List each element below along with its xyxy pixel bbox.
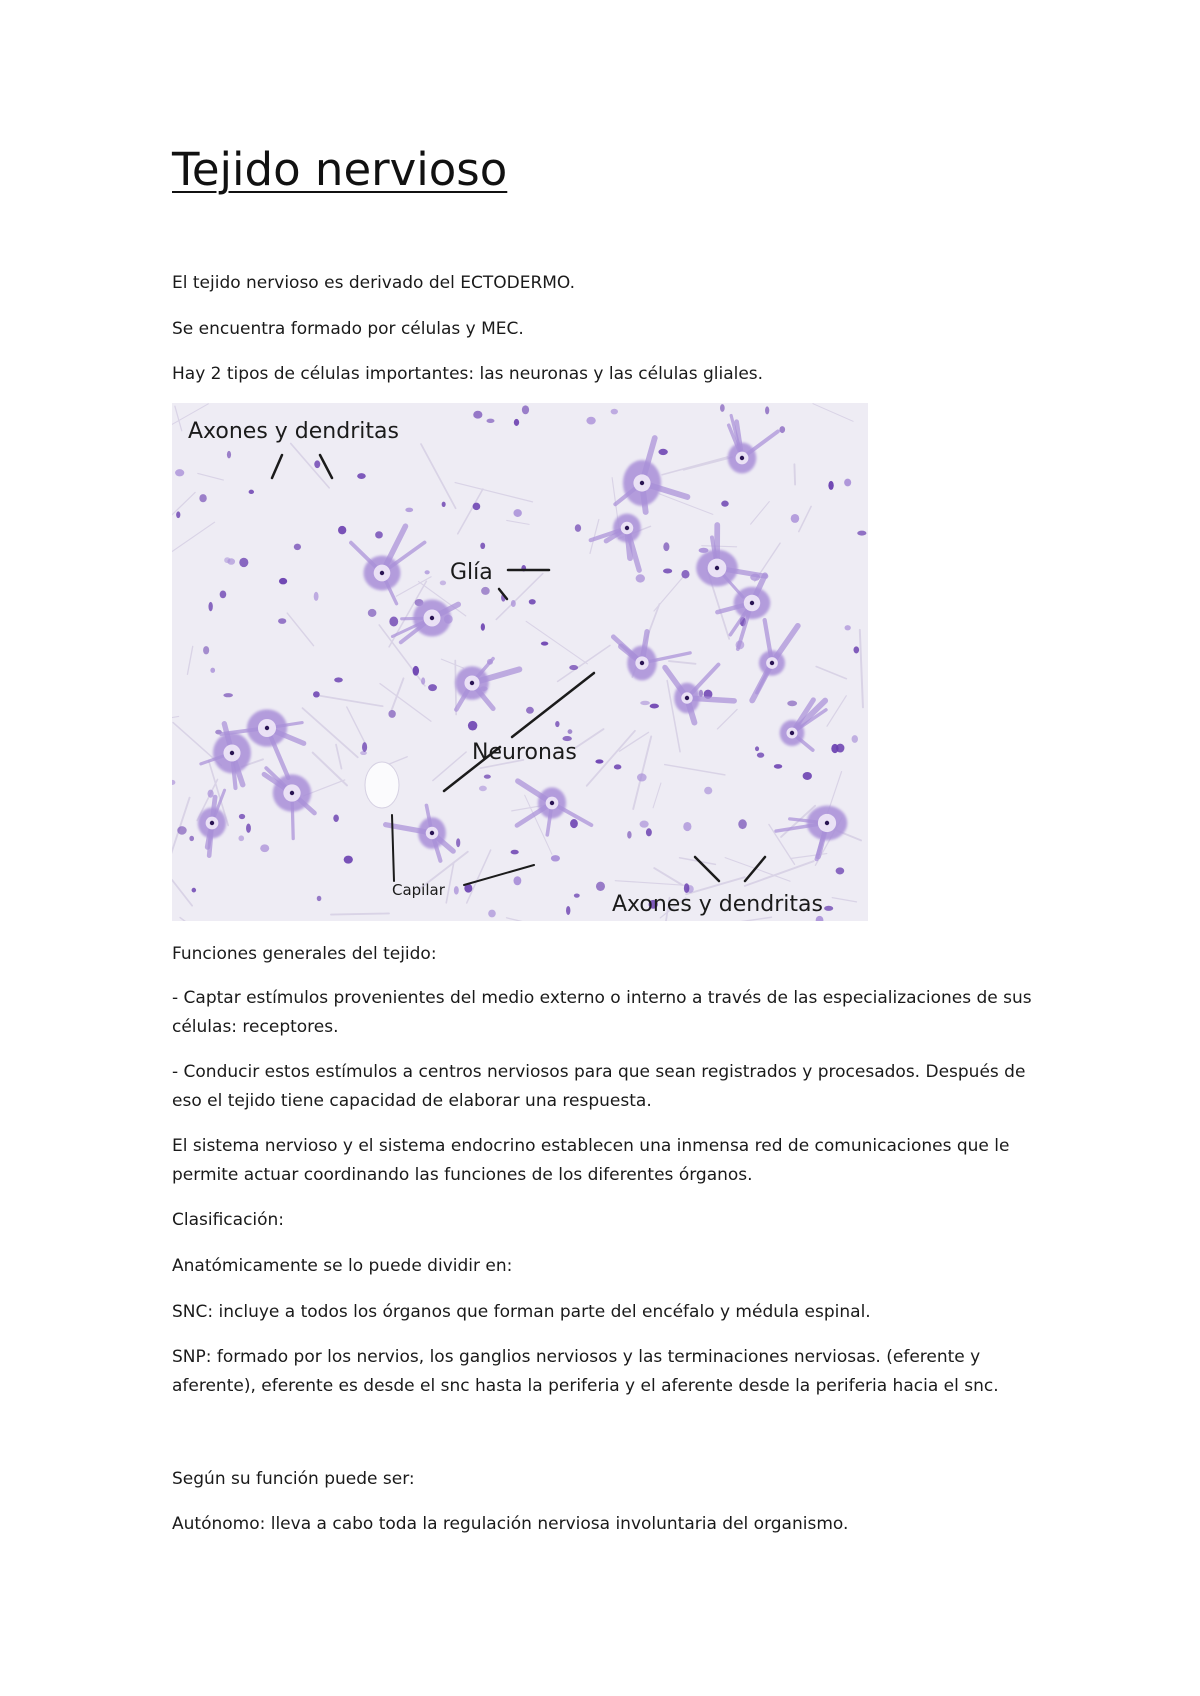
glial-nucleus [757, 752, 764, 757]
glial-nucleus [479, 786, 487, 792]
body-paragraph-funciones: Funciones generales del tejido: [172, 944, 437, 964]
glial-nucleus [192, 888, 197, 893]
neuron-nucleolus [230, 751, 234, 755]
glial-nucleus [791, 514, 800, 523]
figure-label-axones-top: Axones y dendritas [188, 419, 399, 444]
glial-nucleus [480, 543, 485, 549]
glial-nucleus [514, 419, 519, 426]
glial-nucleus [405, 508, 413, 513]
glial-nucleus [765, 406, 769, 414]
glial-nucleus [852, 735, 858, 743]
glial-nucleus [614, 764, 622, 769]
glial-nucleus [279, 578, 287, 585]
glial-nucleus [845, 625, 851, 630]
glial-nucleus [360, 751, 367, 755]
glial-nucleus [551, 855, 560, 861]
body-paragraph-snp: SNP: formado por los nervios, los ganglios nerviosos y las terminaciones nerviosas. (eferente y aferente), eferente es desde el snc hasta la periferia y el aferente desde la periferia hacia el snc. [172, 1347, 999, 1396]
glial-nucleus [857, 531, 866, 536]
glial-nucleus [824, 906, 833, 911]
glial-nucleus [568, 729, 573, 734]
glial-nucleus [362, 742, 367, 752]
neuron-nucleolus [430, 831, 434, 835]
glial-nucleus [413, 666, 420, 676]
intro-paragraph-2: Se encuentra formado por células y MEC. [172, 319, 524, 339]
neuron-nucleolus [625, 526, 629, 530]
glial-nucleus [388, 710, 395, 718]
neuron-nucleolus [750, 601, 754, 605]
glial-nucleus [575, 524, 581, 532]
glial-nucleus [249, 490, 254, 494]
glial-nucleus [428, 684, 437, 691]
glial-nucleus [344, 856, 353, 864]
glial-nucleus [755, 746, 759, 751]
glial-nucleus [787, 701, 797, 707]
glial-nucleus [853, 646, 859, 653]
glial-nucleus [481, 587, 490, 595]
glial-nucleus [522, 405, 529, 414]
glial-nucleus [566, 906, 570, 915]
glial-nucleus [555, 721, 559, 727]
glial-nucleus [774, 764, 782, 769]
glial-nucleus [442, 502, 446, 507]
fiber-strand [794, 464, 795, 484]
glial-nucleus [488, 910, 496, 918]
body-paragraph-captar: - Captar estímulos provenientes del medio externo o interno a través de las especializaciones de sus células: receptores. [172, 988, 1032, 1037]
glial-nucleus [227, 451, 231, 458]
glial-nucleus [177, 826, 186, 835]
glial-nucleus [224, 557, 230, 563]
glial-nucleus [481, 623, 485, 630]
figure-label-glia: Glía [450, 560, 493, 585]
glial-nucleus [456, 838, 460, 847]
glial-nucleus [333, 815, 339, 822]
glial-nucleus [663, 569, 672, 574]
neuron-nucleolus [265, 726, 269, 730]
neuron-nucleolus [740, 456, 744, 460]
glial-nucleus [375, 531, 383, 538]
glial-nucleus [513, 876, 521, 885]
glial-nucleus [704, 787, 712, 795]
glial-nucleus [238, 835, 244, 841]
glial-nucleus [836, 744, 844, 753]
glial-nucleus [627, 831, 631, 839]
glial-nucleus [595, 759, 603, 763]
glial-nucleus [640, 821, 649, 828]
glial-nucleus [683, 822, 691, 831]
glial-nucleus [278, 618, 286, 624]
capillary-lumen [365, 762, 399, 808]
body-paragraph-autonomo: Autónomo: lleva a cabo toda la regulación nerviosa involuntaria del organismo. [172, 1514, 849, 1534]
figure-label-neuronas: Neuronas [472, 740, 577, 765]
glial-nucleus [454, 886, 459, 894]
neuron-nucleolus [380, 571, 384, 575]
glial-nucleus [473, 411, 482, 419]
glial-nucleus [175, 469, 184, 476]
fiber-strand [331, 913, 389, 914]
neuron-nucleolus [640, 661, 644, 665]
figure-label-axones-bottom: Axones y dendritas [612, 892, 823, 917]
glial-nucleus [314, 592, 319, 601]
glial-nucleus [421, 677, 425, 684]
glial-nucleus [203, 646, 209, 654]
glial-nucleus [239, 558, 248, 567]
glial-nucleus [586, 417, 595, 425]
neuron-nucleolus [470, 681, 474, 685]
glial-nucleus [368, 609, 377, 617]
glial-nucleus [636, 574, 645, 582]
glial-nucleus [663, 542, 669, 551]
glial-nucleus [611, 409, 618, 415]
neuron-nucleolus [715, 566, 719, 570]
glial-nucleus [317, 896, 322, 901]
glial-nucleus [338, 526, 346, 535]
glial-nucleus [646, 828, 652, 836]
glial-nucleus [844, 479, 851, 487]
glial-nucleus [468, 721, 477, 731]
glial-nucleus [260, 844, 269, 852]
body-paragraph-anatomicamente: Anatómicamente se lo puede dividir en: [172, 1256, 513, 1276]
glial-nucleus [208, 602, 212, 611]
glial-nucleus [220, 590, 227, 598]
glial-nucleus [511, 850, 519, 855]
glial-nucleus [314, 460, 320, 468]
glial-nucleus [425, 570, 430, 574]
glial-nucleus [473, 503, 481, 510]
glial-nucleus [526, 707, 534, 714]
glial-nucleus [313, 691, 320, 697]
glial-nucleus [389, 617, 398, 627]
glial-nucleus [334, 677, 343, 682]
glial-nucleus [779, 426, 785, 433]
body-paragraph-conducir: - Conducir estos estímulos a centros nerviosos para que sean registrados y procesados. Después de eso el tejido tiene capacidad de elaborar una respuesta. [172, 1062, 1026, 1111]
glial-nucleus [569, 665, 578, 670]
body-paragraph-snc: SNC: incluye a todos los órganos que forman parte del encéfalo y médula espinal. [172, 1302, 871, 1322]
body-paragraph-clasificacion: Clasificación: [172, 1210, 285, 1230]
glial-nucleus [596, 882, 605, 891]
histology-figure [172, 403, 868, 921]
glial-nucleus [176, 511, 180, 518]
glial-nucleus [357, 473, 366, 479]
glial-nucleus [681, 570, 689, 579]
neuron-nucleolus [640, 481, 644, 485]
glial-nucleus [440, 581, 446, 586]
neuron-nucleolus [290, 791, 294, 795]
glial-nucleus [199, 494, 206, 502]
glial-nucleus [529, 599, 536, 604]
neuron-nucleolus [430, 616, 434, 620]
page-title: Tejido nervioso [172, 143, 508, 196]
body-paragraph-segun-funcion: Según su función puede ser: [172, 1469, 415, 1489]
glial-nucleus [574, 894, 580, 898]
histology-image [172, 403, 868, 921]
glial-nucleus [637, 773, 647, 781]
glial-nucleus [836, 867, 845, 874]
intro-paragraph-3: Hay 2 tipos de células importantes: las neuronas y las células gliales. [172, 364, 764, 384]
neuron-nucleolus [210, 821, 214, 825]
glial-nucleus [511, 600, 516, 607]
glial-nucleus [207, 790, 213, 798]
glial-nucleus [738, 819, 747, 829]
neuron-nucleolus [790, 731, 794, 735]
glial-nucleus [570, 819, 578, 828]
neuron-nucleolus [685, 696, 689, 700]
neuron-nucleolus [550, 801, 554, 805]
glial-nucleus [210, 668, 215, 673]
figure-label-capilar: Capilar [392, 881, 445, 899]
glial-nucleus [541, 642, 548, 646]
body-paragraph-sistema: El sistema nervioso y el sistema endocrino establecen una inmensa red de comunicaciones que le permite actuar coordinando las funciones de los diferentes órganos. [172, 1136, 1010, 1185]
intro-paragraph-1: El tejido nervioso es derivado del ECTODERMO. [172, 273, 576, 293]
glial-nucleus [640, 701, 650, 705]
glial-nucleus [189, 836, 194, 841]
glial-nucleus [239, 814, 245, 819]
glial-nucleus [650, 704, 659, 709]
glial-nucleus [484, 774, 491, 778]
neuron-nucleolus [825, 821, 829, 825]
glial-nucleus [223, 693, 233, 697]
neuron-nucleolus [770, 661, 774, 665]
glial-nucleus [246, 823, 251, 832]
glial-nucleus [828, 481, 833, 490]
glial-nucleus [803, 772, 812, 780]
glial-nucleus [487, 419, 495, 423]
glial-nucleus [513, 509, 521, 517]
glial-nucleus [658, 449, 667, 455]
glial-nucleus [294, 544, 301, 550]
glial-nucleus [721, 501, 729, 507]
glial-nucleus [720, 404, 725, 412]
